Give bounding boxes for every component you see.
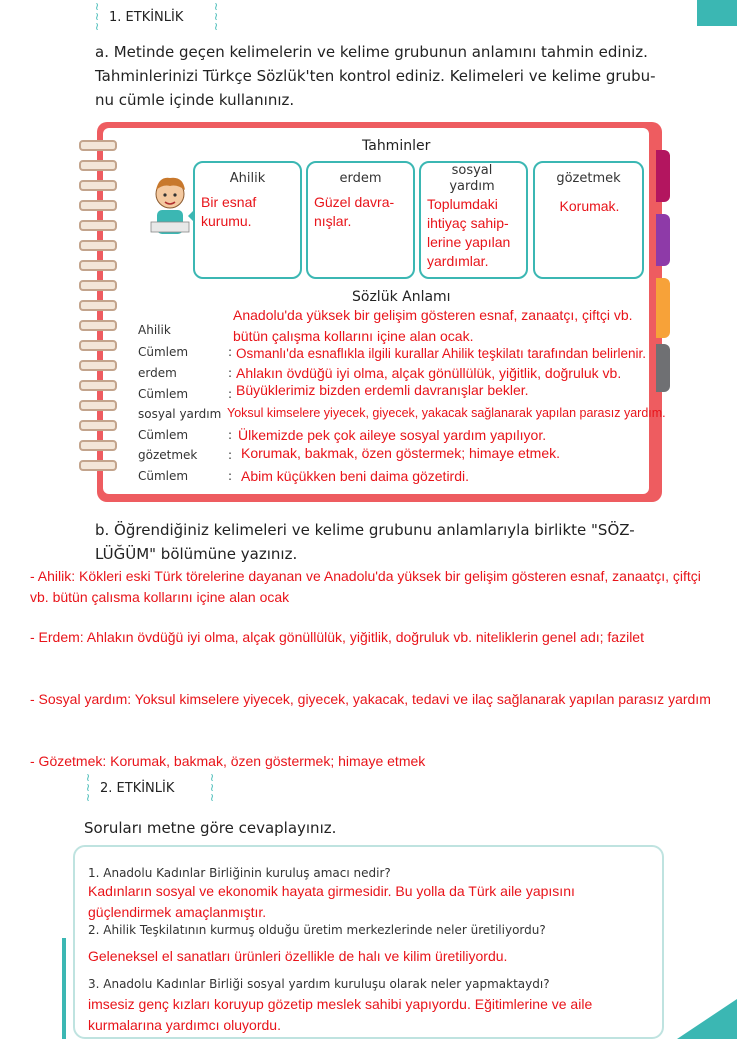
zigzag-icon: ≀ ≀ ≀: [213, 0, 219, 33]
colon: :: [228, 428, 233, 442]
card-answer: Güzel davra-nışlar.: [314, 194, 395, 229]
dictionary-entry: - Gözetmek: Korumak, bakmak, özen göstermek; himaye etmek: [30, 753, 426, 769]
row-label: Cümlem: [138, 428, 189, 442]
spiral-ring: [79, 340, 117, 351]
spiral-ring: [79, 240, 117, 251]
dictionary-entry: - Sosyal yardım: Yoksul kimselere yiyecek, giyecek, yakacak, tedavi ve ilaç sağlanarak yapılan parasız yardım: [30, 691, 711, 707]
colon: :: [228, 387, 233, 401]
zigzag-icon: ≀ ≀ ≀: [209, 771, 215, 804]
row-answer: Anadolu'da yüksek bir gelişim gösteren esnaf, zanaatçı, çiftçi vb.: [233, 307, 633, 323]
card-answer: Bir esnaf kurumu.: [201, 194, 257, 229]
row-label: erdem: [138, 366, 177, 380]
row-label: Ahilik: [138, 323, 171, 337]
spiral-ring: [79, 260, 117, 271]
spiral-ring: [79, 420, 117, 431]
activity-1-tag: [93, 2, 220, 32]
row-answer: Osmanlı'da esnaflıkla ilgili kurallar Ahilik teşkilatı tarafından belirlenir.: [236, 346, 647, 361]
activity-2-title: 2. ETKİNLİK: [100, 780, 175, 796]
activity-1-title: 1. ETKİNLİK: [109, 9, 184, 25]
card-answer: Korumak.: [559, 198, 620, 214]
colon: :: [228, 448, 233, 462]
row-answer: Korumak, bakmak, özen göstermek; himaye etmek.: [241, 445, 561, 461]
dictionary-entry: - Ahilik: Kökleri eski Türk törelerine dayanan ve Anadolu'da yüksek bir gelişim gösteren esnaf, zanaatçı, çiftçi vb. bütün çalısma kollarını içine alan ocak: [30, 568, 701, 605]
spiral-ring: [79, 460, 117, 471]
side-strip: [62, 938, 66, 1039]
notebook-tab: [656, 344, 670, 392]
spiral-ring: [79, 320, 117, 331]
tahminler-title: Tahminler: [362, 138, 431, 154]
corner-decoration-top: [697, 0, 737, 26]
spiral-ring: [79, 400, 117, 411]
spiral-ring: [79, 360, 117, 371]
notebook-tab: [656, 278, 670, 338]
spiral-ring: [79, 140, 117, 151]
answer: Kadınların sosyal ve ekonomik hayata girmesidir. Bu yolla da Türk aile yapısını güçlendirmek amaçlanmıştır.: [88, 883, 575, 920]
guess-card-erdem: [306, 161, 415, 279]
notebook-tab: [656, 150, 670, 202]
spiral-ring: [79, 160, 117, 171]
question: 2. Ahilik Teşkilatının kurmuş olduğu üretim merkezlerinde neler üretiliyordu?: [88, 923, 546, 937]
instruction-activity-2: Soruları metne göre cevaplayınız.: [84, 819, 337, 837]
row-label: sosyal yardım: [138, 407, 222, 421]
zigzag-icon: ≀ ≀ ≀: [85, 771, 91, 804]
answer: Geleneksel el sanatları ürünleri özellikle de halı ve kilim üretiliyordu.: [88, 948, 508, 964]
answer: imsesiz genç kızları koruyup gözetip meslek sahibi yapıyordu. Eğitimlerine ve aile kurmalarına yardımcı oluyordu.: [88, 996, 593, 1033]
row-answer: Abim küçükken beni daima gözetirdi.: [241, 468, 470, 484]
row-label: Cümlem: [138, 469, 189, 483]
row-answer: Ülkemizde pek çok aileye sosyal yardım yapılıyor.: [238, 427, 547, 443]
dictionary-entry: - Erdem: Ahlakın övdüğü iyi olma, alçak gönüllülük, yiğitlik, doğruluk vb. niteliklerin genel adı; fazilet: [30, 629, 644, 645]
card-label: Ahilik: [229, 171, 266, 186]
row-label: gözetmek: [138, 448, 198, 462]
sozluk-title: Sözlük Anlamı: [352, 289, 451, 305]
spiral-ring: [79, 280, 117, 291]
spiral-ring: [79, 180, 117, 191]
spiral-ring: [79, 220, 117, 231]
row-answer: Büyüklerimiz bizden erdemli davranışlar bekler.: [236, 382, 529, 398]
row-label: Cümlem: [138, 345, 189, 359]
card-label: gözetmek: [556, 171, 621, 186]
spiral-ring: [79, 440, 117, 451]
guess-card-gozetmek: [533, 161, 644, 279]
row-label: Cümlem: [138, 387, 189, 401]
instruction-a: a. Metinde geçen kelimelerin ve kelime grubunun anlamını tahmin ediniz. Tahminlerinizi Türkçe Sözlük'ten kontrol ediniz. Kelimeleri ve kelime grubu-nu cümle içinde kullanınız.: [95, 43, 656, 109]
card-answer: Toplumdaki ihtiyaç sahip-lerine yapılan yardımlar.: [427, 196, 511, 269]
question: 1. Anadolu Kadınlar Birliğinin kuruluş amacı nedir?: [88, 866, 391, 880]
colon: :: [228, 469, 233, 483]
zigzag-icon: ≀ ≀ ≀: [94, 0, 100, 33]
spiral-ring: [79, 380, 117, 391]
colon: :: [228, 366, 233, 380]
instruction-b: b. Öğrendiğiniz kelimeleri ve kelime grubunu anlamlarıyla birlikte "SÖZ-LÜĞÜM" bölümüne yazınız.: [95, 521, 635, 563]
row-answer: bütün çalışma kollarını içine alan ocak.: [233, 328, 474, 344]
corner-decoration-bottom: [677, 999, 737, 1039]
guess-card-sosyal-yardim: [419, 161, 528, 279]
card-label: erdem: [339, 171, 382, 186]
spiral-ring: [79, 200, 117, 211]
row-answer: Ahlakın övdüğü iyi olma, alçak gönüllülük, yiğitlik, doğruluk vb.: [236, 365, 622, 381]
guess-card-ahilik: [193, 161, 302, 279]
spiral-ring: [79, 300, 117, 311]
colon: :: [228, 345, 233, 359]
card-label: sosyal yardım: [449, 163, 495, 194]
row-answer: Yoksul kimselere yiyecek, giyecek, yakacak sağlanarak yapılan parasız yardım.: [227, 406, 666, 420]
activity-2-tag: [84, 773, 216, 803]
question: 3. Anadolu Kadınlar Birliği sosyal yardım kuruluşu olarak neler yapmaktaydı?: [88, 977, 550, 991]
notebook-tab: [656, 214, 670, 266]
